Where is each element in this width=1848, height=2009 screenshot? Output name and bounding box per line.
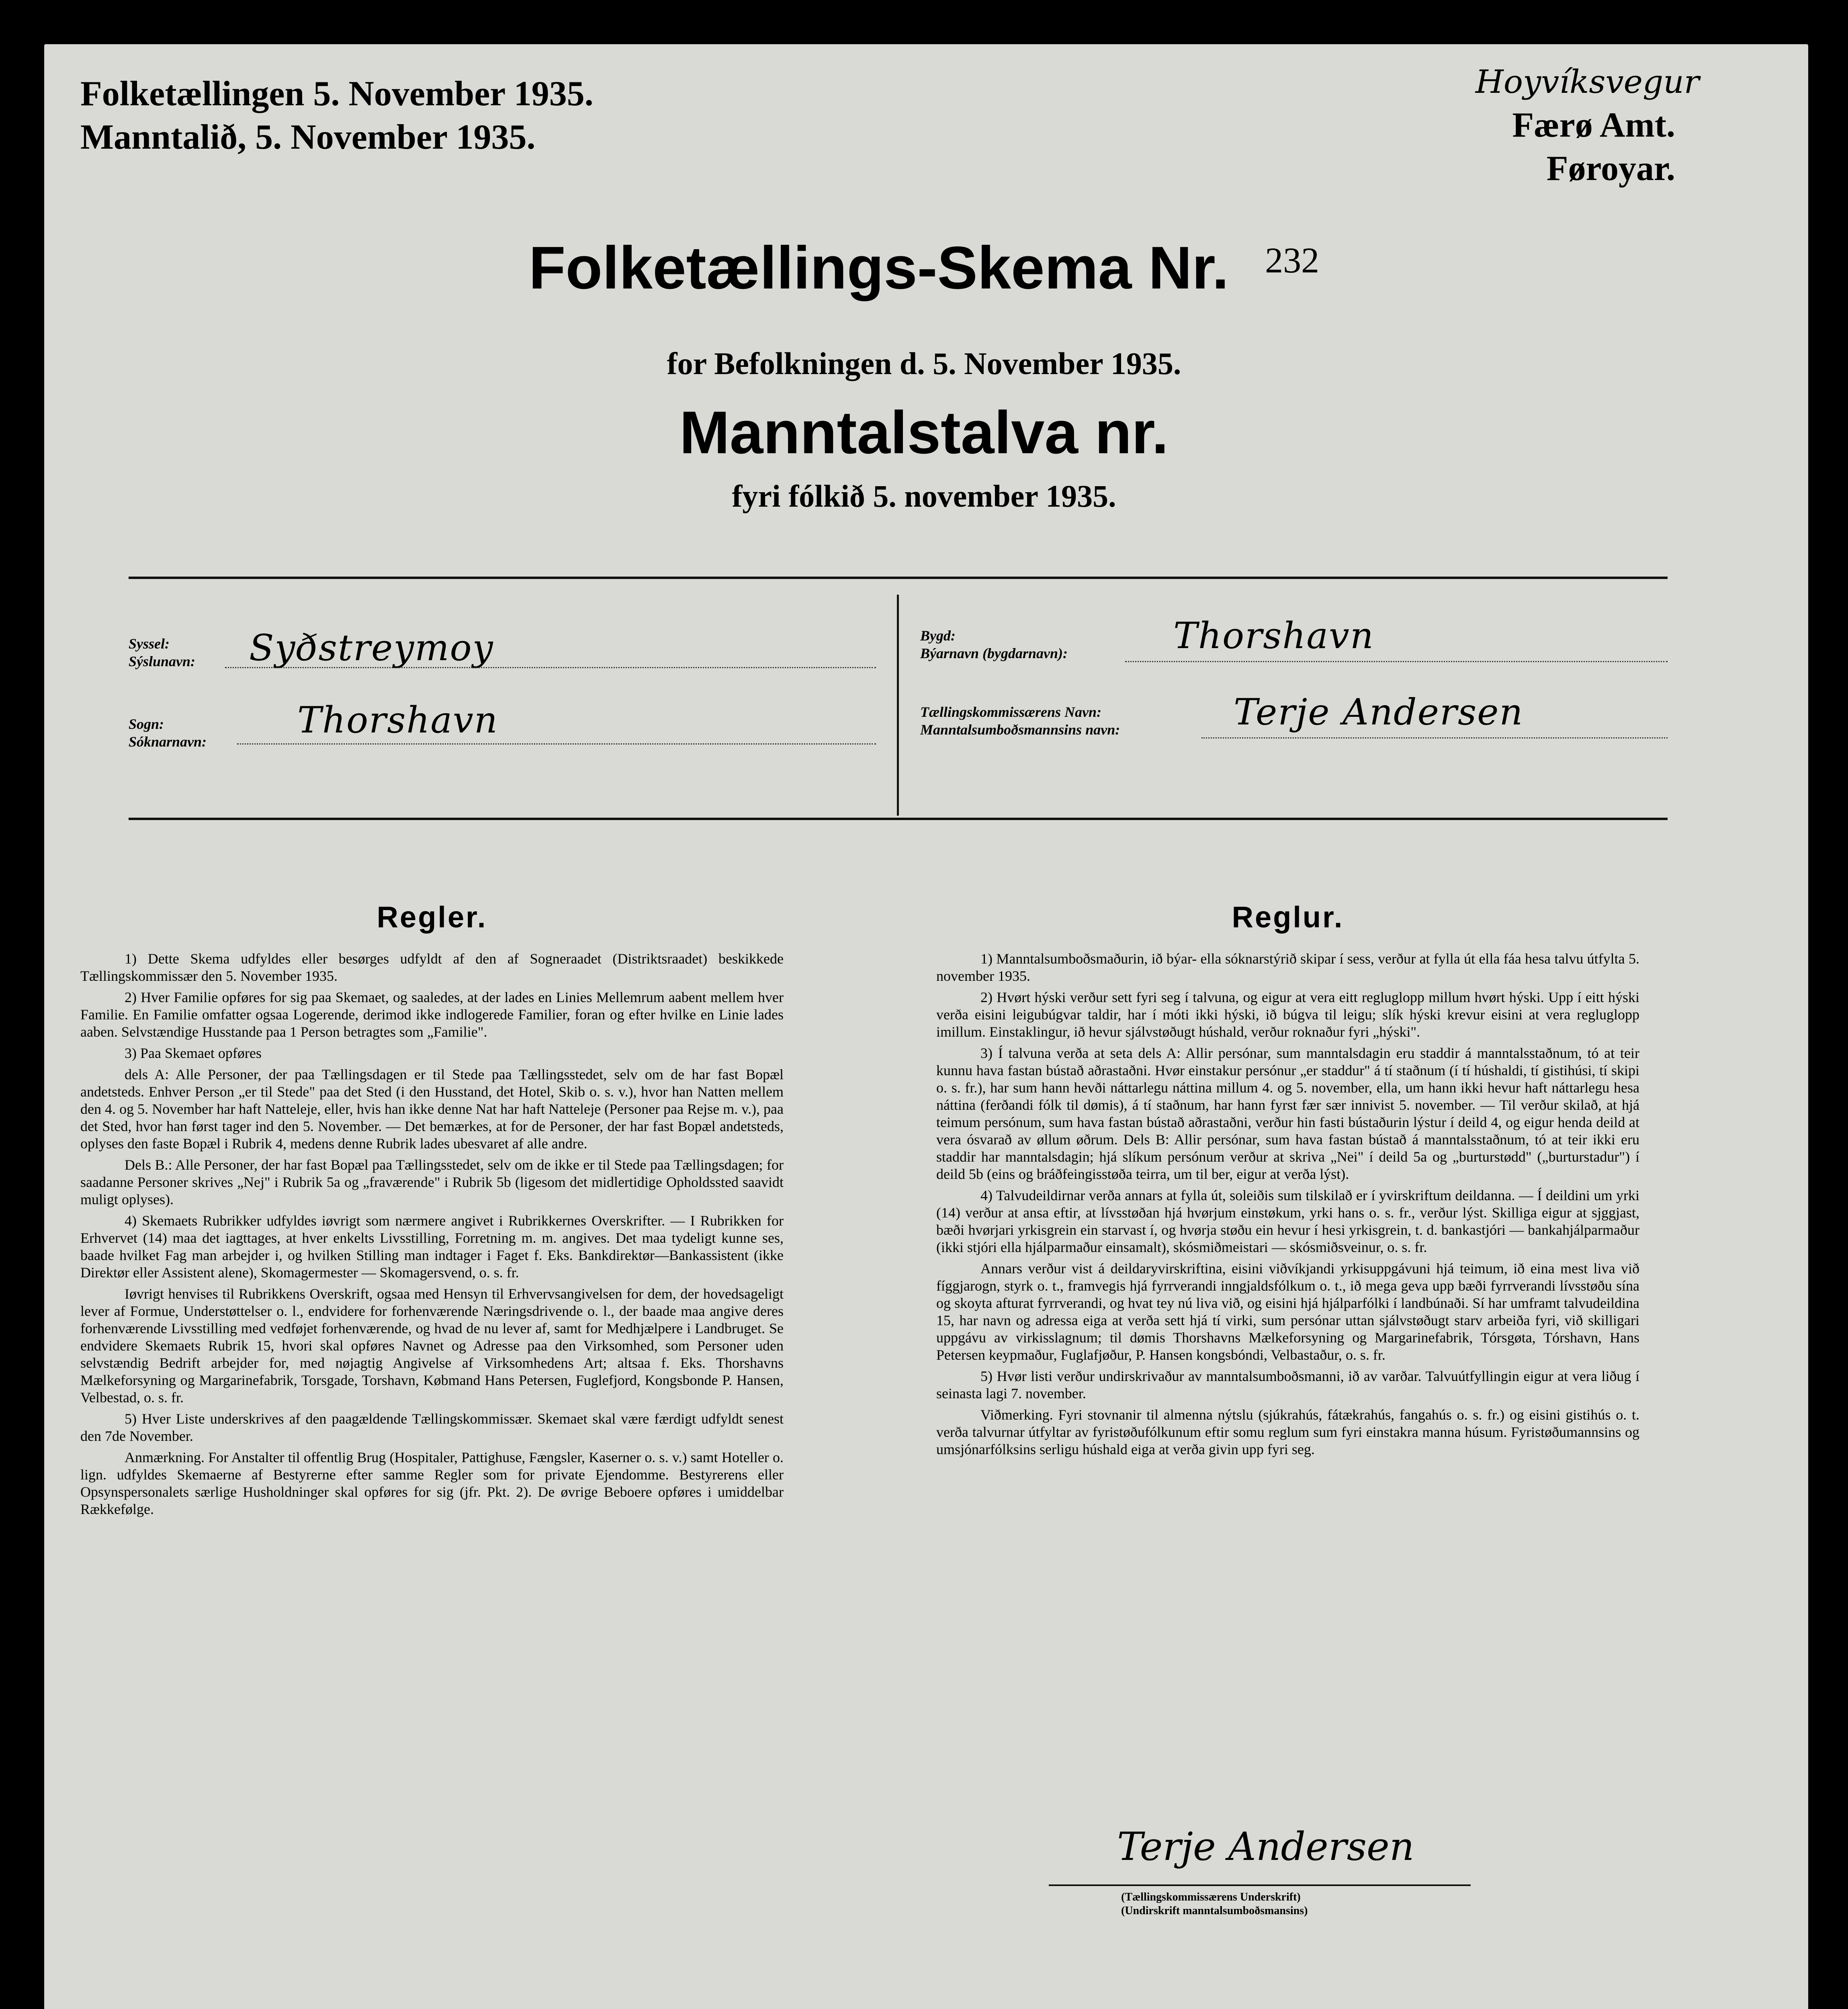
regler-paragraph: 5) Hver Liste underskrives af den paagældende Tællingskommissær. Skemaet skal være færdigt udfyldt senest den 7de November. xyxy=(80,1411,784,1444)
kommissaer-label-fo: Manntalsumboðsmannsins navn: xyxy=(920,722,1120,738)
sogn-label-da: Sogn: xyxy=(129,716,164,732)
form-subtitle-danish: for Befolkningen d. 5. November 1935. xyxy=(667,346,1181,381)
bygd-label xyxy=(920,627,1068,662)
regler-paragraph: 4) Skemaets Rubrikker udfyldes iøvrigt som nærmere angivet i Rubrikkernes Overskrifter. — I Rubrikken for Erhvervet (14) maa det iagttages, at hver enkelts Livsstilling, Forretning m. m. angives. Det maa tydeligt kunne ses, baade hvilket Fag man arbejder i, og hvilken Stilling man indtager i Faget f. Eks. Bankdirektør—Bankassistent (ikke Direktør eller Assistent alene), Skomagermester — Skomagersvend, o. s. fr. xyxy=(80,1213,784,1281)
kommissaer-label-da: Tællingskommissærens Navn: xyxy=(920,704,1102,720)
syssel-label-da: Syssel: xyxy=(129,636,170,652)
form-number: 232 xyxy=(1265,241,1320,280)
form-title-faroese: Manntalstalva nr. xyxy=(679,399,1169,466)
regler-paragraph: Anmærkning. For Anstalter til offentlig Brug (Hospitaler, Pattighuse, Fængsler, Kaserner o. s. v.) samt Hoteller o. lign. udfyldes Skemaerne af Bestyrerne efter samme Regler som for private Ejendomme. Bestyrerens eller Opsynspersonalets særlige Husholdninger skal opføres for sig (jfr. Pkt. 2). De øvrige Beboere opføres i umiddelbar Rækkefølge. xyxy=(80,1449,784,1517)
header-left xyxy=(80,72,593,159)
kommissaer-value: Terje Andersen xyxy=(1234,691,1524,733)
syssel-label xyxy=(129,635,195,670)
divider-vertical xyxy=(897,595,899,816)
syssel-underline xyxy=(225,667,876,668)
regler-paragraph: Dels B.: Alle Personer, der har fast Bopæl paa Tællingsstedet, selv om de ikke er til Stede paa Tællingsdagen; for saadanne Personer skrives „Nej" i Rubrik 5a og „fraværende" i Rubrik 5b (ligesom det midlertidige Opholdssted saavidt muligt oplyses). xyxy=(80,1157,784,1207)
bygd-label-da: Bygd: xyxy=(920,628,956,644)
reglur-paragraph: 5) Hvør listi verður undirskrivaður av manntalsumboðsmanni, ið av varðar. Talvuútfyllingin eigur at vera liðug í seinasta lagi 7. november. xyxy=(936,1368,1639,1401)
bygd-underline xyxy=(1125,661,1668,662)
reglur-paragraph: 2) Hvørt hýski verður sett fyri seg í talvuna, og eigur at vera eitt regluglopp millum hvørt hýski. Upp í eitt hýski verða eisini leigubúgvar taldir, har í móti ikki hýski, ið búgva til leigu; slík hýski krevur eisini at vera regluglopp imillum. Einstaklingur, ið hevur sjálvstøðugt húshald, verður roknaður fyri „hýski". xyxy=(936,989,1639,1040)
regler-paragraph: 3) Paa Skemaet opføres xyxy=(125,1045,262,1061)
divider-top xyxy=(129,577,1668,579)
syssel-label-fo: Sýslunavn: xyxy=(129,653,196,669)
regler-heading: Regler. xyxy=(377,900,487,934)
regler-paragraph: 1) Dette Skema udfyldes eller besørges udfyldt af den af Sogneraadet (Distriktsraadet) beskikkede Tællingskommissær den 5. November 1935. xyxy=(80,951,784,984)
form-title-text: Folketællings-Skema Nr. xyxy=(528,234,1229,301)
reglur-paragraph: 4) Talvudeildirnar verða annars at fylla út, soleiðis sum tilskilað er í yvirskriftum deildanna. — Í deildini um yrki (14) verður at ansa eftir, at lívsstøðan hjá hvørjum einstøkum, yrki hans o. s. fr., verður lýst. Skilliga eigur at sjggjast, bæði hvørjari yrkisgrein ein starvast í, og hvørja støðu ein hevur í hesi yrkisgrein, t. d. bankastjóri — bankahjálparmaður (ikki stjóri ella hjálparmaður einsamalt), skósmiðmeistari — skósmiðsveinur, o. s. fr. xyxy=(936,1187,1639,1255)
header-right xyxy=(1476,60,1699,190)
sogn-label-fo: Sóknarnavn: xyxy=(129,734,207,750)
divider-bottom xyxy=(129,818,1668,820)
regler-paragraph: 2) Hver Familie opføres for sig paa Skemaet, og saaledes, at der lades en Linies Mellemrum aabent mellem hver Familie. En Familie omfatter ogsaa Logerende, derimod ikke indlogerede Familier, foran og efter hvilke en Linie lades aaben. Selvstændige Husstande paa 1 Person betragtes som „Familie". xyxy=(80,989,784,1040)
signature-caption-fo: (Undirskrift manntalsumboðsmansins) xyxy=(1121,1905,1308,1917)
header-right-line2: Føroyar. xyxy=(1546,149,1675,188)
form-subtitle-faroese: fyri fólkið 5. november 1935. xyxy=(732,479,1116,514)
regler-column xyxy=(80,900,784,1522)
reglur-paragraph: Viðmerking. Fyri stovnanir til almenna nýtslu (sjúkrahús, fátækrahús, fangahús o. s. fr.) og eisini gistihús o. t. verða talvurnar útfyltar av fyristøðufólkunum eftir somu reglum sum fyri einstakra manna húsum. Fyristøðumannsins og umsjónarfólksins serligu húshald eiga at verða givin upp fyri seg. xyxy=(936,1407,1639,1457)
regler-paragraph: Iøvrigt henvises til Rubrikkens Overskrift, ogsaa med Hensyn til Erhvervsangivelsen for dem, der hovedsageligt lever af Formue, Understøttelser o. l., endvidere for forhenværende Næringsdrivende o. l., der baade maa angive deres forhenværende Livsstilling med vedføjet forhenværende, og hvad de nu lever af, samt for Medhjælpere i Landbruget. Se endvidere Skemaets Rubrik 15, hvori skal opføres Navnet og Adresse paa den Virksomhed, som Personer uden selvstændig Bedrift arbejder for, med nøjagtig Angivelse af Virksomhedens Art; altsaa f. Eks. Thorshavns Mælkeforsyning og Margarinefabrik, Torsgade, Torshavn, Købmand Hans Petersen, Fuglefjord, Kongsbonde P. Hansen, Velbestad, o. s. fr. xyxy=(80,1286,784,1405)
signature-handwriting: Terje Andersen xyxy=(1117,1824,1414,1869)
bygd-label-fo: Býarnavn (bygdarnavn): xyxy=(920,645,1068,661)
form-title xyxy=(0,233,1848,303)
reglur-paragraph: Annars verður vist á deildaryvirskriftina, eisini viðvíkjandi yrkisuppgávuni hjá teimum, ið eina mest liva við fíggjarogn, styrk o. t., framvegis hjá fyrrverandi inngjaldsfólkum o. t., ið mega geva upp bæði fyrrverandi lívsstøðu sína og skoyta afturat fyrrverandi, og hvat tey nú liva við, og eisini hjá hjálparfólki í landbúnaði. Sí har umframt talvudeildina 15, har navn og adressa eiga at verða sett hjá tí virki, sum persónar uttan sjálvstøðugt starv arbeiða fyri, við skilligari uppgávu av virkisslagnum; til dømis Thorshavns Mælkeforsyning og Margarinefabrik, Tórsgøta, Tórshavn, Hans Petersen keypmaður, Fuglafjøður, P. Hansen kongsbóndi, Velbastaður, o. s. fr. xyxy=(936,1260,1639,1363)
signature-line xyxy=(1049,1884,1471,1886)
sogn-value: Thorshavn xyxy=(297,699,498,741)
sogn-label xyxy=(129,715,207,751)
reglur-paragraph: 3) Í talvuna verða at seta dels A: Allir persónar, sum manntalsdagin eru staddir á manntalsstaðnum, tó at teir kunnu hava fastan bústað aðrastaðni. Hvør einstakur persónur „er staddur" á tí staðnum (í tí húshaldi, tí gistihúsi, tí skipi o. s. fr.), har sum hann hevði náttarlegu náttina millum 4. og 5. november, ella, um hann ikki hevur haft náttarlegu hesa náttina (ferðandi fólk til dømis), á tí staðnum, har hann fyrst fær sær innivist 5. november. — Til verður skilað, at hjá teimum persónum, sum hava fastan bústað aðrastaðni, verður hin fasti bústaðurin lýstur í deild 4, og eigur henda deild at vera ósvarað av øllum øðrum. Dels B: Allir persónar, sum hava fastan bústað á manntalsstaðnum, tó at teir ikki eru staddir har manntalsdagin; hjá slíkum persónum verður at skriva „Nei" í deild 5a og „burturstødd" („burturstadur") í deild 5b (eins og bráðfeingisstøða teirra, um til ber, eigur at verða lýst). xyxy=(936,1045,1639,1182)
kommissaer-label xyxy=(920,703,1120,739)
bygd-value: Thorshavn xyxy=(1173,615,1374,657)
sogn-underline xyxy=(237,743,876,745)
reglur-paragraph: 1) Manntalsumboðsmaðurin, ið býar- ella sóknarstýrið skipar í sess, verður at fylla út ella fáa hesa talvu útfylta 5. november 1935. xyxy=(936,951,1639,984)
header-left-line1: Folketællingen 5. November 1935. xyxy=(80,74,593,113)
syssel-value: Syðstreymoy xyxy=(249,627,494,669)
kommissaer-underline xyxy=(1201,737,1668,739)
header-right-line1: Færø Amt. xyxy=(1512,106,1675,145)
reglur-column xyxy=(936,900,1639,1462)
reglur-heading: Reglur. xyxy=(1232,900,1344,934)
handwritten-street-note: Hoyvíksvegur xyxy=(1476,63,1699,100)
regler-paragraph: dels A: Alle Personer, der paa Tællingsdagen er til Stede paa Tællingsstedet, selv om de har fast Bopæl andetsteds. Enhver Person „er til Stede" paa det Sted (i den Husstand, det Hotel, Skib o. s. v.), hvor han Natten mellem den 4. og 5. November har haft Natteleje, eller, hvis han ikke denne Nat har haft Natteleje (Personer paa Rejse m. v.), paa det Sted, hvor han først tager ind den 5. November. — Det bemærkes, at for de Personer, der har fast Bopæl andetsteds, oplyses den faste Bopæl i Rubrik 4, medens denne Rubrik lades ubesvaret af alle andre. xyxy=(80,1066,784,1152)
signature-caption-da: (Tællingskommissærens Underskrift) xyxy=(1121,1891,1301,1903)
header-left-line2: Manntalið, 5. November 1935. xyxy=(80,118,536,157)
signature-caption xyxy=(1121,1890,1308,1918)
